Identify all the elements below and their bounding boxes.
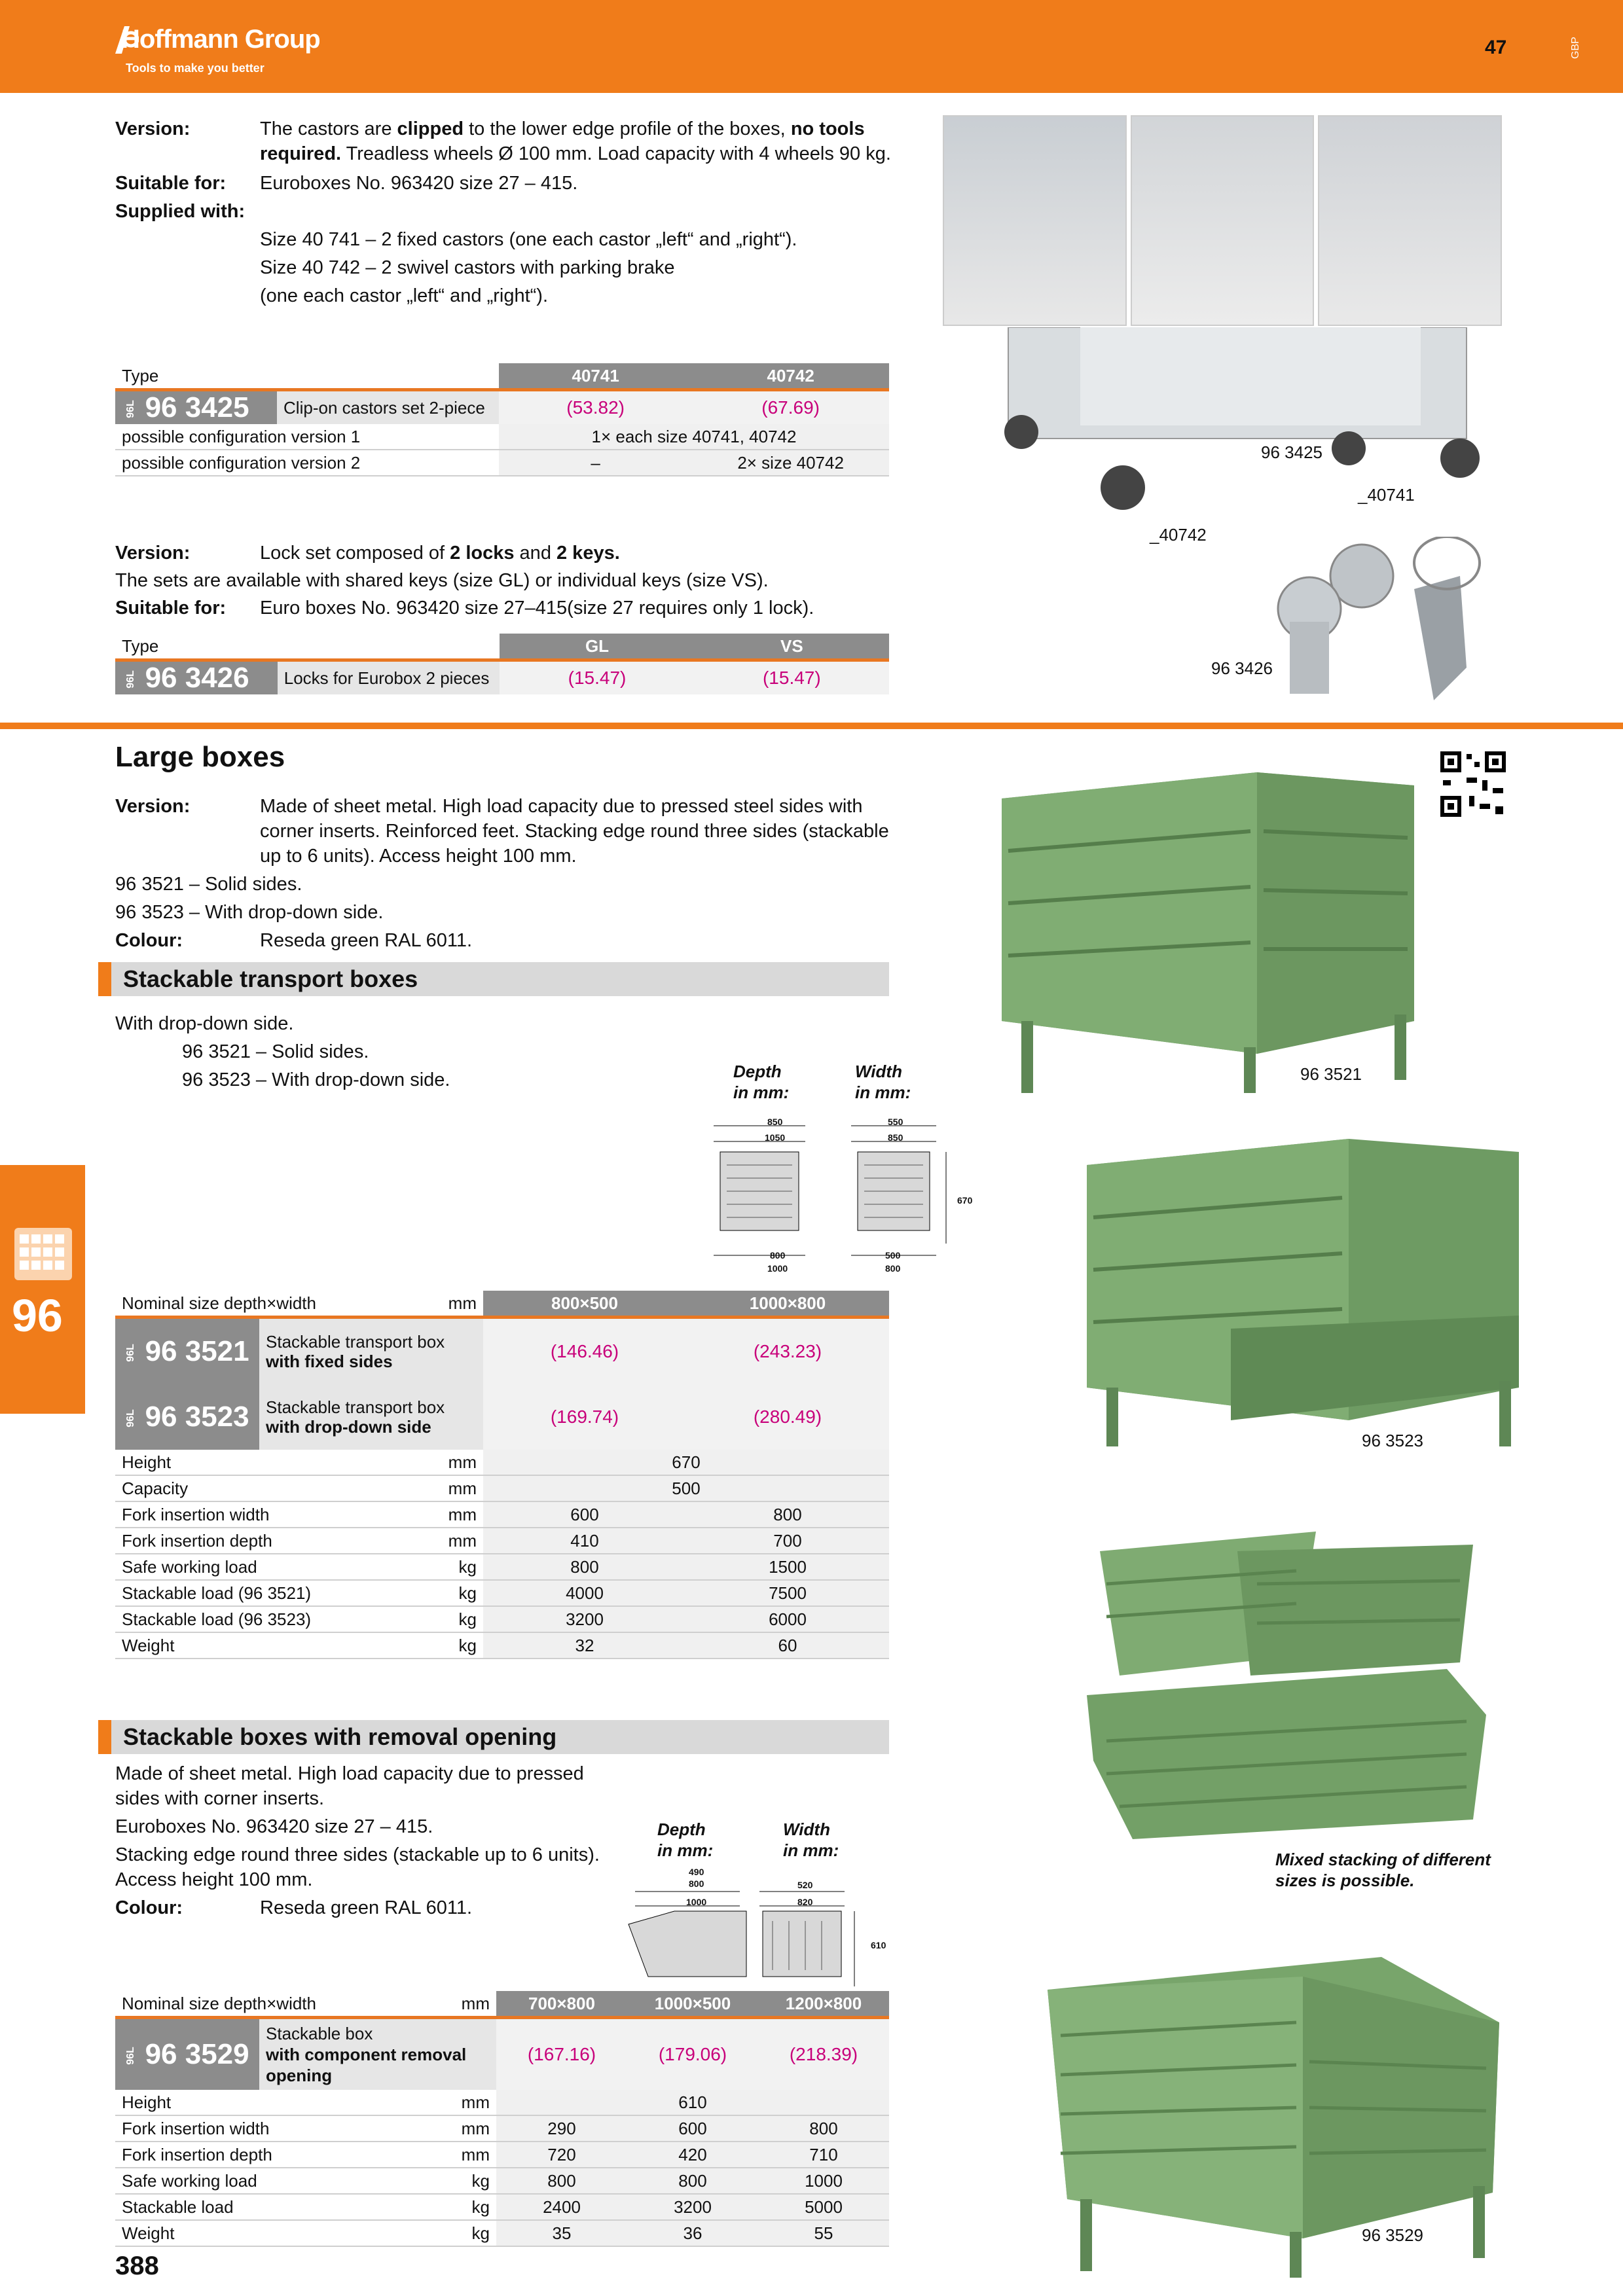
locks-suitable-text: Euro boxes No. 963420 size 27–415(size 27 requires only 1 lock). bbox=[260, 598, 814, 619]
removal-depth-unit: in mm: bbox=[657, 1840, 714, 1860]
table-row bbox=[115, 2194, 889, 2220]
removal-dim-w1: 520 bbox=[797, 1880, 813, 1890]
table-row bbox=[115, 2220, 889, 2246]
row-unit: mm bbox=[437, 1475, 483, 1501]
row-value: 2400 bbox=[496, 2194, 627, 2220]
grid-category-icon bbox=[14, 1228, 72, 1280]
castor-photo bbox=[1318, 115, 1502, 326]
row-unit: mm bbox=[450, 2142, 496, 2168]
large-version-label: Version: bbox=[115, 796, 191, 817]
product-code: 96L 96 3529 bbox=[115, 2018, 259, 2090]
large-version-1: Made of sheet metal. High load capacity due to pressed steel sides with bbox=[260, 796, 863, 817]
type-label: Type bbox=[115, 363, 277, 390]
config-label: possible configuration version 1 bbox=[115, 424, 499, 450]
table-row bbox=[115, 1475, 889, 1501]
col-header: VS bbox=[695, 634, 889, 660]
castors-supplied-3: (one each castor „left“ and „right“). bbox=[260, 285, 549, 306]
chapter-number: 96 bbox=[12, 1290, 63, 1341]
row-value: 4000 bbox=[483, 1580, 686, 1606]
product-desc: Locks for Eurobox 2 pieces bbox=[278, 660, 500, 695]
table-row bbox=[115, 2168, 889, 2194]
row-value: 3200 bbox=[627, 2194, 758, 2220]
qr-code-icon bbox=[1438, 749, 1508, 819]
row-value: 600 bbox=[483, 1501, 686, 1528]
large-line-a: 96 3521 – Solid sides. bbox=[115, 874, 302, 895]
large-colour-label: Colour: bbox=[115, 930, 183, 951]
row-value: 410 bbox=[483, 1528, 686, 1554]
row-label: Fork insertion width bbox=[115, 1501, 437, 1528]
price: (280.49) bbox=[686, 1384, 889, 1450]
row-label: Stackable load (96 3521) bbox=[115, 1580, 437, 1606]
language-code: GBP bbox=[1570, 37, 1581, 59]
row-unit: kg bbox=[437, 1580, 483, 1606]
castors-version: Version: bbox=[115, 118, 191, 139]
dim-top-width-1: 550 bbox=[888, 1117, 903, 1127]
castor-photo bbox=[943, 115, 1127, 326]
unit: mm bbox=[437, 1291, 483, 1318]
row-unit: mm bbox=[437, 1501, 483, 1528]
table-row bbox=[115, 1554, 889, 1580]
transport-dimension-drawing bbox=[707, 1113, 969, 1276]
product-code: 96L 96 3426 bbox=[115, 660, 278, 695]
nominal-label: Nominal size depth×width bbox=[115, 1291, 437, 1318]
product-code: 96L 96 3521 bbox=[115, 1318, 259, 1385]
table-row bbox=[115, 1450, 889, 1475]
row-label: Fork insertion depth bbox=[115, 2142, 450, 2168]
locks-line2: The sets are available with shared keys (size GL) or individual keys (size VS). bbox=[115, 570, 769, 591]
large-version-3: up to 6 units). Access height 100 mm. bbox=[260, 846, 577, 867]
row-value: 670 bbox=[483, 1450, 889, 1475]
eurobox-with-castors-image bbox=[976, 327, 1532, 524]
img-label-963523: 96 3523 bbox=[1362, 1431, 1423, 1450]
castors-suitable-label: Suitable for: bbox=[115, 173, 227, 194]
dim-bot-depth-2: 1000 bbox=[767, 1263, 788, 1274]
locks-suitable-label: Suitable for: bbox=[115, 598, 227, 619]
large-boxes-title: Large boxes bbox=[115, 741, 285, 773]
row-label: Safe working load bbox=[115, 2168, 450, 2194]
table-row bbox=[115, 1606, 889, 1632]
dim-height: 670 bbox=[957, 1195, 973, 1206]
row-label: Capacity bbox=[115, 1475, 437, 1501]
removal-line1: Made of sheet metal. High load capacity due to pressed bbox=[115, 1763, 584, 1784]
row-value: 800 bbox=[758, 2115, 889, 2142]
locks-and-keys-image bbox=[1264, 537, 1512, 713]
nominal-label: Nominal size depth×width bbox=[115, 1991, 450, 2018]
config-label: possible configuration version 2 bbox=[115, 450, 499, 476]
table-row bbox=[115, 1528, 889, 1554]
large-line-b: 96 3523 – With drop-down side. bbox=[115, 902, 384, 923]
box-963529-image bbox=[1041, 1950, 1512, 2291]
type-label: Type bbox=[115, 634, 278, 660]
dim-top-width-2: 850 bbox=[888, 1132, 903, 1143]
row-value: 290 bbox=[496, 2115, 627, 2142]
col-header: 700×800 bbox=[496, 1991, 627, 2018]
brand-tagline: Tools to make you better bbox=[126, 62, 264, 75]
width-label: Width bbox=[855, 1062, 902, 1081]
brand-name: Hoffmann Group bbox=[121, 25, 320, 54]
removal-colour-label: Colour: bbox=[115, 1897, 183, 1918]
locks-table bbox=[115, 634, 889, 694]
config-value: 2× size 40742 bbox=[692, 450, 889, 476]
row-label: Safe working load bbox=[115, 1554, 437, 1580]
removal-dim-h: 610 bbox=[871, 1940, 886, 1950]
row-unit: kg bbox=[437, 1632, 483, 1659]
row-label: Fork insertion depth bbox=[115, 1528, 437, 1554]
removal-dim-d3: 1000 bbox=[686, 1897, 707, 1907]
removal-dim-w2: 820 bbox=[797, 1897, 813, 1907]
img-label-40742: _40742 bbox=[1150, 525, 1207, 545]
row-value: 800 bbox=[627, 2168, 758, 2194]
dim-top-depth-2: 1050 bbox=[765, 1132, 786, 1143]
removal-colour-text: Reseda green RAL 6011. bbox=[260, 1897, 473, 1918]
row-value: 800 bbox=[496, 2168, 627, 2194]
col-header: 1000×500 bbox=[627, 1991, 758, 2018]
row-value: 60 bbox=[686, 1632, 889, 1659]
section-removal-boxes: Stackable boxes with removal opening bbox=[98, 1720, 889, 1754]
section-transport-boxes: Stackable transport boxes bbox=[98, 962, 889, 996]
mixed-caption-1: Mixed stacking of different bbox=[1275, 1850, 1491, 1869]
removal-line5: Access height 100 mm. bbox=[115, 1869, 313, 1890]
row-unit: mm bbox=[437, 1528, 483, 1554]
castors-photo-strip bbox=[943, 115, 1502, 326]
castors-suitable-text: Euroboxes No. 963420 size 27 – 415. bbox=[260, 173, 578, 194]
depth-unit: in mm: bbox=[733, 1083, 790, 1102]
table-row bbox=[115, 2115, 889, 2142]
config-value: – bbox=[499, 450, 692, 476]
col-header: GL bbox=[500, 634, 694, 660]
removal-width-unit: in mm: bbox=[783, 1840, 839, 1860]
product-desc: Clip-on castors set 2-piece bbox=[277, 390, 499, 425]
unit: mm bbox=[450, 1991, 496, 2018]
dim-bot-width-1: 500 bbox=[885, 1250, 901, 1261]
col-header: 1200×800 bbox=[758, 1991, 889, 2018]
removal-dim-d1: 490 bbox=[689, 1867, 704, 1877]
col-header: 40741 bbox=[499, 363, 692, 390]
removal-width-label: Width bbox=[783, 1820, 830, 1839]
row-value: 36 bbox=[627, 2220, 758, 2246]
table-row bbox=[115, 1501, 889, 1528]
row-value: 720 bbox=[496, 2142, 627, 2168]
removal-dimension-drawing bbox=[622, 1859, 884, 1990]
row-label: Weight bbox=[115, 1632, 437, 1659]
product-desc: Stackable box with component removal opening bbox=[259, 2018, 496, 2090]
row-value: 5000 bbox=[758, 2194, 889, 2220]
width-unit: in mm: bbox=[855, 1083, 911, 1102]
img-label-40741: _40741 bbox=[1358, 485, 1415, 505]
dim-top-depth-1: 850 bbox=[767, 1117, 783, 1127]
product-code: 96L 96 3523 bbox=[115, 1384, 259, 1450]
large-version-2: corner inserts. Reinforced feet. Stacking edge round three sides (stackable bbox=[260, 821, 889, 842]
img-label-963426: 96 3426 bbox=[1211, 658, 1273, 678]
product-desc: Stackable transport box with drop-down side bbox=[259, 1384, 483, 1450]
section-divider bbox=[0, 723, 1623, 729]
row-value: 800 bbox=[483, 1554, 686, 1580]
row-unit: kg bbox=[450, 2220, 496, 2246]
depth-label: Depth bbox=[733, 1062, 782, 1081]
row-unit: kg bbox=[437, 1606, 483, 1632]
row-label: Fork insertion width bbox=[115, 2115, 450, 2142]
row-value: 610 bbox=[496, 2090, 889, 2115]
row-value: 600 bbox=[627, 2115, 758, 2142]
row-label: Stackable load (96 3523) bbox=[115, 1606, 437, 1632]
castor-photo bbox=[1131, 115, 1315, 326]
row-value: 800 bbox=[686, 1501, 889, 1528]
row-label: Stackable load bbox=[115, 2194, 450, 2220]
mixed-caption-2: sizes is possible. bbox=[1275, 1871, 1415, 1890]
removal-line4: Stacking edge round three sides (stackable up to 6 units). bbox=[115, 1844, 600, 1865]
page-label: 47 bbox=[1485, 37, 1507, 58]
price: (243.23) bbox=[686, 1318, 889, 1385]
table-row bbox=[115, 2142, 889, 2168]
price: (15.47) bbox=[695, 660, 889, 695]
price: (218.39) bbox=[758, 2018, 889, 2090]
castors-version-text: The castors are clipped to the lower edge profile of the boxes, no tools bbox=[260, 118, 865, 139]
price: (179.06) bbox=[627, 2018, 758, 2090]
img-label-963425: 96 3425 bbox=[1261, 442, 1322, 462]
removal-line2: sides with corner inserts. bbox=[115, 1788, 325, 1809]
castors-table bbox=[115, 363, 889, 476]
row-value: 55 bbox=[758, 2220, 889, 2246]
castors-supplied-2: Size 40 742 – 2 swivel castors with parking brake bbox=[260, 257, 675, 278]
locks-version-text: Lock set composed of 2 locks and 2 keys. bbox=[260, 543, 620, 564]
row-value: 7500 bbox=[686, 1580, 889, 1606]
price: (15.47) bbox=[500, 660, 694, 695]
row-value: 32 bbox=[483, 1632, 686, 1659]
row-unit: mm bbox=[437, 1450, 483, 1475]
locks-version-label: Version: bbox=[115, 543, 191, 564]
removal-table bbox=[115, 1991, 889, 2247]
product-desc: Stackable transport box with fixed sides bbox=[259, 1318, 483, 1385]
price: (67.69) bbox=[692, 390, 889, 425]
table-row bbox=[115, 1580, 889, 1606]
table-row bbox=[115, 2090, 889, 2115]
row-value: 500 bbox=[483, 1475, 889, 1501]
price: (167.16) bbox=[496, 2018, 627, 2090]
box-963521-image bbox=[982, 746, 1440, 1100]
col-header: 800×500 bbox=[483, 1291, 686, 1318]
page-number: 388 bbox=[115, 2251, 159, 2280]
row-label: Weight bbox=[115, 2220, 450, 2246]
castors-supplied-1: Size 40 741 – 2 fixed castors (one each castor „left“ and „right“). bbox=[260, 229, 797, 250]
row-value: 420 bbox=[627, 2142, 758, 2168]
transport-item2: 96 3523 – With drop-down side. bbox=[182, 1069, 450, 1090]
dim-bot-width-2: 800 bbox=[885, 1263, 901, 1274]
transport-table bbox=[115, 1291, 889, 1659]
price: (146.46) bbox=[483, 1318, 686, 1385]
row-unit: kg bbox=[450, 2168, 496, 2194]
removal-dim-d2: 800 bbox=[689, 1878, 704, 1889]
row-label: Height bbox=[115, 1450, 437, 1475]
config-value: 1× each size 40741, 40742 bbox=[499, 424, 889, 450]
row-value: 710 bbox=[758, 2142, 889, 2168]
large-colour-text: Reseda green RAL 6011. bbox=[260, 930, 473, 951]
row-value: 700 bbox=[686, 1528, 889, 1554]
row-label: Height bbox=[115, 2090, 450, 2115]
row-unit: mm bbox=[450, 2090, 496, 2115]
dim-bot-depth-1: 800 bbox=[770, 1250, 786, 1261]
product-code: 96L 96 3425 bbox=[115, 390, 277, 425]
transport-intro: With drop-down side. bbox=[115, 1013, 294, 1034]
removal-line3: Euroboxes No. 963420 size 27 – 415. bbox=[115, 1816, 433, 1837]
price: (53.82) bbox=[499, 390, 692, 425]
row-unit: kg bbox=[450, 2194, 496, 2220]
img-label-963521: 96 3521 bbox=[1300, 1064, 1362, 1084]
row-value: 35 bbox=[496, 2220, 627, 2246]
row-unit: mm bbox=[450, 2115, 496, 2142]
col-header: 1000×800 bbox=[686, 1291, 889, 1318]
col-header: 40742 bbox=[692, 363, 889, 390]
box-963523-image bbox=[1074, 1113, 1545, 1453]
castors-supplied-label: Supplied with: bbox=[115, 201, 246, 222]
row-value: 6000 bbox=[686, 1606, 889, 1632]
row-value: 3200 bbox=[483, 1606, 686, 1632]
removal-depth-label: Depth bbox=[657, 1820, 706, 1839]
price: (169.74) bbox=[483, 1384, 686, 1450]
castors-version-text-2: required. Treadless wheels Ø 100 mm. Load capacity with 4 wheels 90 kg. bbox=[260, 143, 891, 164]
transport-item1: 96 3521 – Solid sides. bbox=[182, 1041, 369, 1062]
row-unit: kg bbox=[437, 1554, 483, 1580]
img-label-963529: 96 3529 bbox=[1362, 2225, 1423, 2245]
row-value: 1500 bbox=[686, 1554, 889, 1580]
row-value: 1000 bbox=[758, 2168, 889, 2194]
mixed-stacking-image bbox=[1080, 1525, 1506, 1846]
table-row bbox=[115, 1632, 889, 1659]
